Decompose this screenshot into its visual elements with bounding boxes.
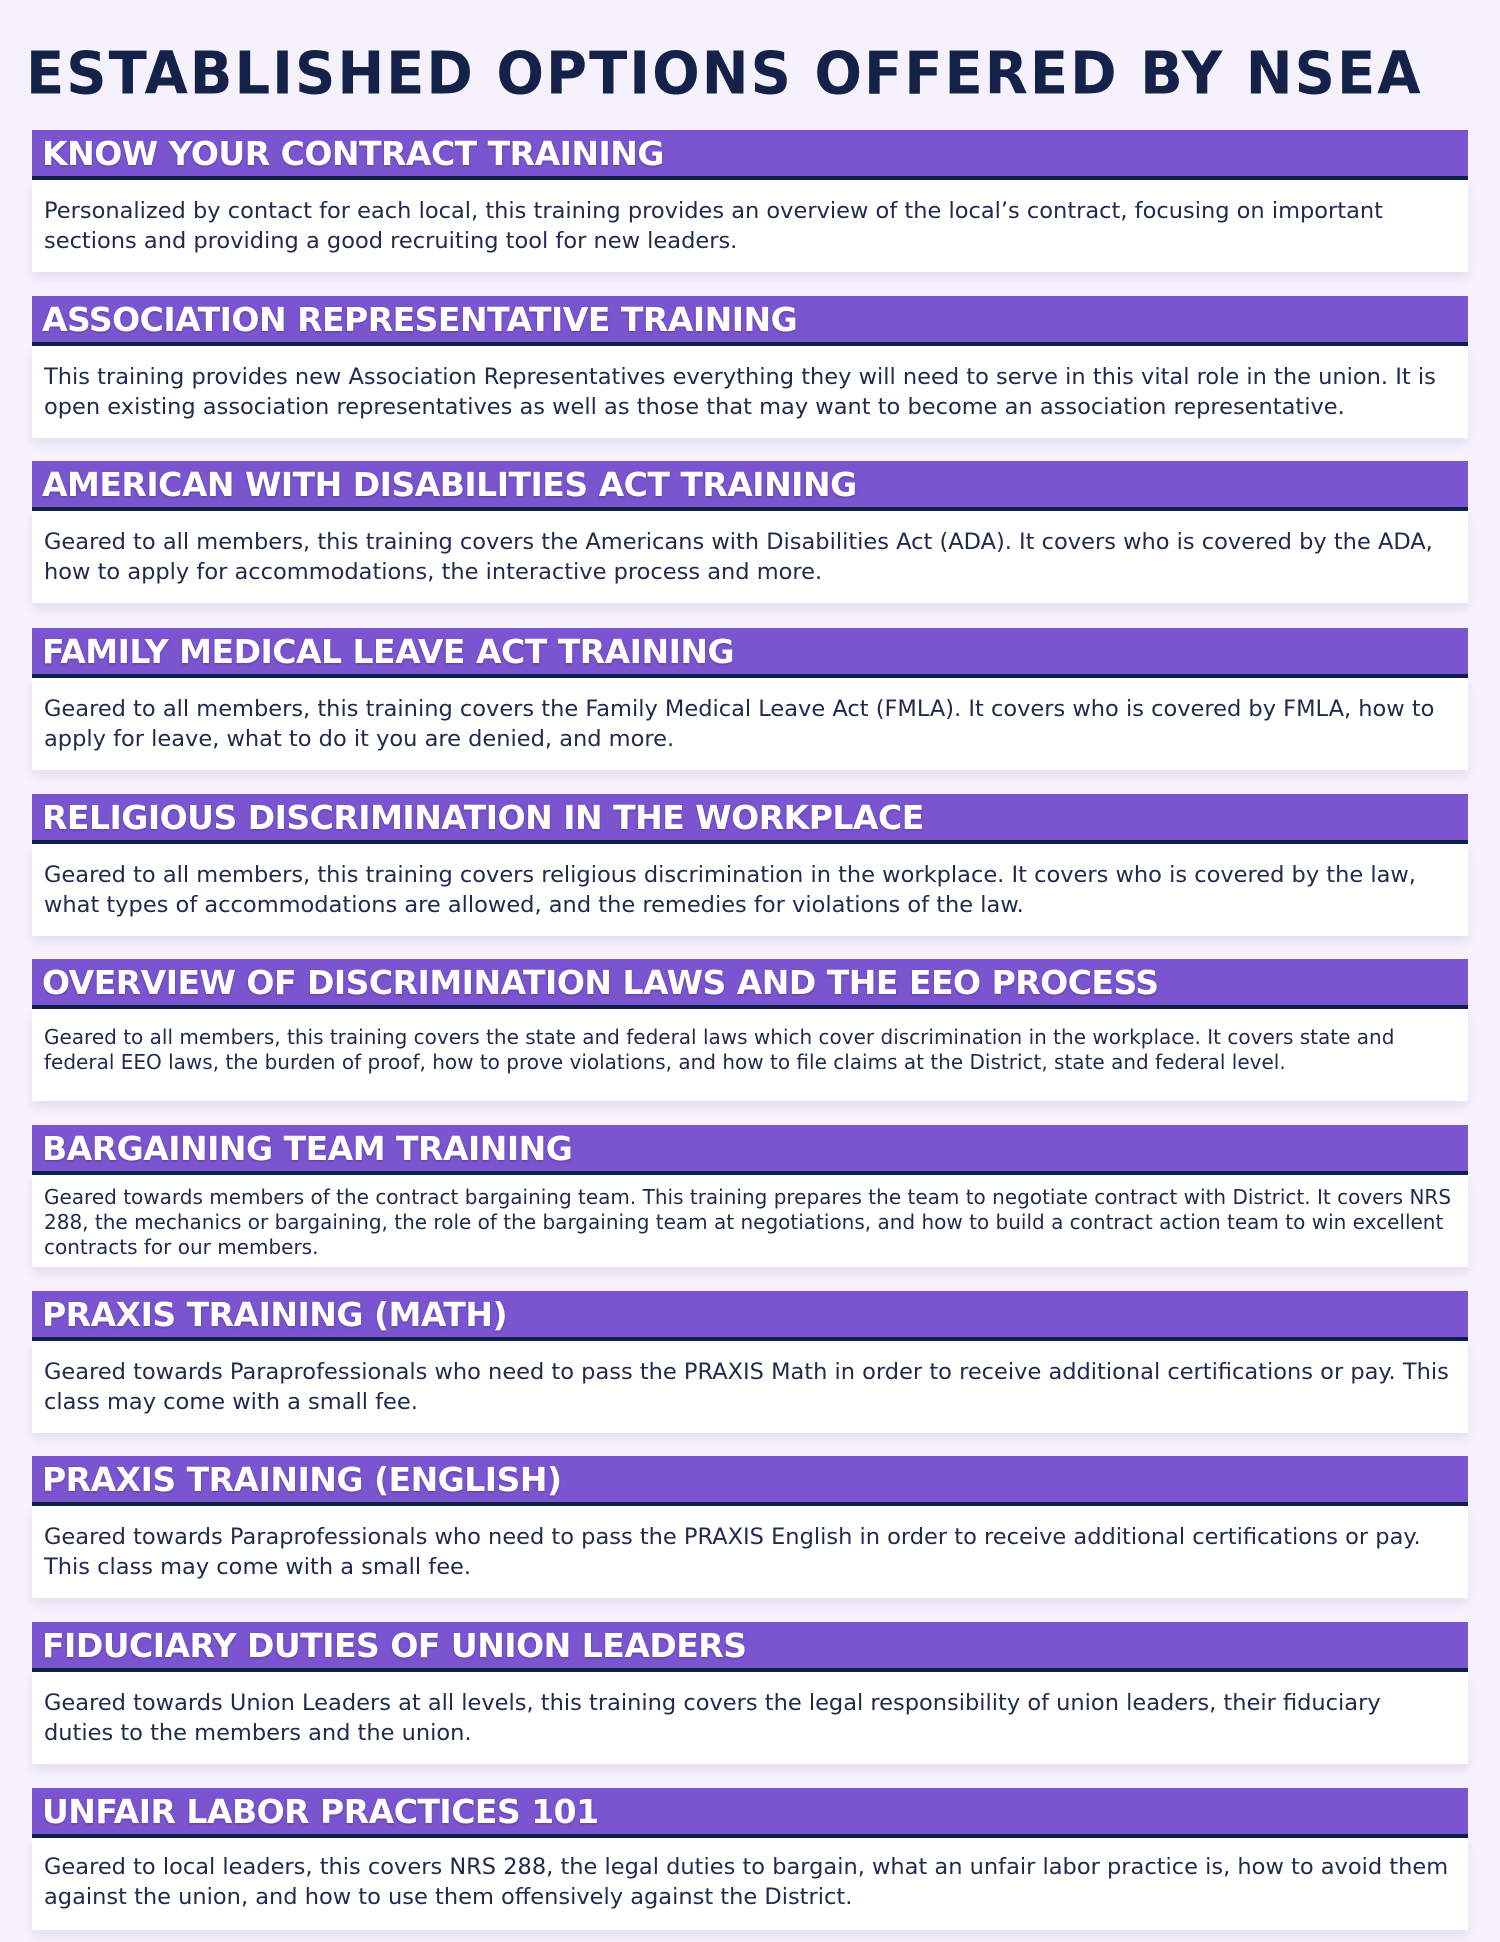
page-title: ESTABLISHED OPTIONS OFFERED BY NSEA xyxy=(26,40,1423,109)
section-title: FAMILY MEDICAL LEAVE ACT TRAINING xyxy=(42,631,735,671)
section-title: PRAXIS TRAINING (MATH) xyxy=(42,1294,508,1334)
section-header xyxy=(32,959,1468,1009)
section-body xyxy=(32,844,1468,936)
section-body xyxy=(32,180,1468,272)
section-title: PRAXIS TRAINING (ENGLISH) xyxy=(42,1459,562,1499)
section-header xyxy=(32,1456,1468,1506)
section-header xyxy=(32,461,1468,511)
section-description: Geared towards Paraprofessionals who need to pass the PRAXIS Math in order to receive additional certifications or pay. This class may come with a small fee. xyxy=(44,1359,1449,1415)
section-title: OVERVIEW OF DISCRIMINATION LAWS AND THE EEO PROCESS xyxy=(42,962,1159,1002)
section-description: Geared towards Paraprofessionals who need to pass the PRAXIS English in order to receive additional certifications or pay. This class may come with a small fee. xyxy=(44,1524,1421,1580)
section-title: UNFAIR LABOR PRACTICES 101 xyxy=(42,1791,599,1831)
section-header xyxy=(32,628,1468,678)
section-body xyxy=(32,1672,1468,1764)
section-title: AMERICAN WITH DISABILITIES ACT TRAINING xyxy=(42,464,857,504)
section-header xyxy=(32,794,1468,844)
section-header xyxy=(32,1291,1468,1341)
section-description: This training provides new Association Representatives everything they will need to serve in this vital role in the union. It is open existing association representatives as well as those that may want to become an association representative. xyxy=(44,364,1436,420)
section-body xyxy=(32,1506,1468,1598)
section-description: Geared towards Union Leaders at all levels, this training covers the legal responsibility of union leaders, their fiduciary duties to the members and the union. xyxy=(44,1690,1381,1746)
section-header xyxy=(32,1622,1468,1672)
training-section-religious-discrimination xyxy=(32,794,1468,936)
section-header xyxy=(32,296,1468,346)
section-description: Geared towards members of the contract bargaining team. This training prepares the team to negotiate contract with District. It covers NRS 288, the mechanics or bargaining, the role of the bargaining team at negotiations, and how to build a contract action team to win excellent contracts for our members. xyxy=(44,1185,1452,1259)
section-body xyxy=(32,1341,1468,1433)
training-section-bargaining-team xyxy=(32,1125,1468,1267)
section-header xyxy=(32,1125,1468,1175)
section-description: Personalized by contact for each local, this training provides an overview of the local’s contract, focusing on important sections and providing a good recruiting tool for new leaders. xyxy=(44,198,1384,254)
section-header xyxy=(32,1788,1468,1838)
training-section-unfair-labor-practices xyxy=(32,1788,1468,1930)
section-title: KNOW YOUR CONTRACT TRAINING xyxy=(42,133,665,173)
training-section-know-your-contract xyxy=(32,130,1468,272)
training-section-discrimination-laws-eeo xyxy=(32,959,1468,1101)
training-section-ada xyxy=(32,461,1468,603)
training-section-praxis-english xyxy=(32,1456,1468,1598)
section-description: Geared to all members, this training covers religious discrimination in the workplace. It covers who is covered by the law, what types of accommodations are allowed, and the remedies for violations of the law. xyxy=(44,862,1416,918)
section-title: RELIGIOUS DISCRIMINATION IN THE WORKPLACE xyxy=(42,797,924,837)
section-description: Geared to all members, this training covers the Family Medical Leave Act (FMLA). It covers who is covered by FMLA, how to apply for leave, what to do it you are denied, and more. xyxy=(44,696,1435,752)
section-body xyxy=(32,678,1468,770)
section-header xyxy=(32,130,1468,180)
section-description: Geared to all members, this training covers the Americans with Disabilities Act (ADA). It covers who is covered by the ADA, how to apply for accommodations, the interactive process and more. xyxy=(44,529,1433,585)
training-section-association-representative xyxy=(32,296,1468,438)
section-body xyxy=(32,1838,1468,1930)
training-section-praxis-math xyxy=(32,1291,1468,1433)
section-body xyxy=(32,346,1468,438)
section-description: Geared to local leaders, this covers NRS 288, the legal duties to bargain, what an unfair labor practice is, how to avoid them against the union, and how to use them offensively against the District. xyxy=(44,1854,1449,1910)
section-description: Geared to all members, this training covers the state and federal laws which cover discrimination in the workplace. It covers state and federal EEO laws, the burden of proof, how to prove violations, and how to file claims at the District, state and federal level. xyxy=(44,1025,1395,1074)
section-body xyxy=(32,511,1468,603)
section-body xyxy=(32,1175,1468,1267)
section-body xyxy=(32,1009,1468,1101)
section-title: ASSOCIATION REPRESENTATIVE TRAINING xyxy=(42,299,798,339)
training-section-fiduciary-duties xyxy=(32,1622,1468,1764)
section-title: FIDUCIARY DUTIES OF UNION LEADERS xyxy=(42,1625,747,1665)
training-section-fmla xyxy=(32,628,1468,770)
section-title: BARGAINING TEAM TRAINING xyxy=(42,1128,573,1168)
